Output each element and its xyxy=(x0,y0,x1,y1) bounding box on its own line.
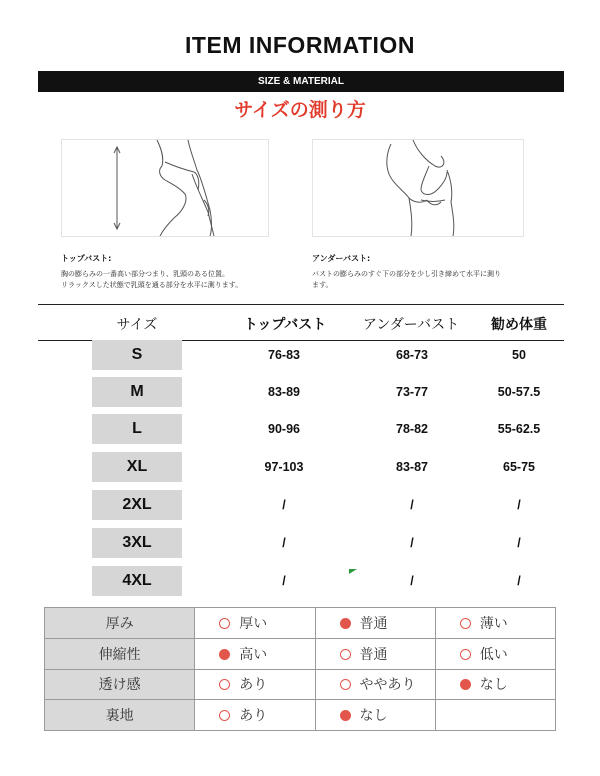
material-row-label: 伸縮性 xyxy=(45,638,195,669)
material-option-label: 厚い xyxy=(239,615,268,632)
weight-value: 65-75 xyxy=(503,460,535,474)
under-bust-caption-line1: バストの膨らみのすぐ下の部分を少し引き締めて水平に測り xyxy=(312,270,501,278)
top-bust-caption-line1: 胸の膨らみの一番高い部分つまり、乳頭のある位置。 xyxy=(61,270,229,278)
empty-circle-icon xyxy=(219,710,230,721)
material-option-label: 低い xyxy=(479,646,508,663)
top-bust-value: 76-83 xyxy=(268,348,300,362)
header-under-bust: アンダーバスト xyxy=(362,317,460,333)
under-bust-figure-icon xyxy=(313,140,523,236)
material-option-label: 普通 xyxy=(359,615,388,632)
material-option-label: ややあり xyxy=(359,677,416,694)
material-row-label: 裏地 xyxy=(45,700,195,731)
size-label: M xyxy=(92,377,182,407)
material-option-label: なし xyxy=(359,708,388,725)
top-bust-value: 90-96 xyxy=(268,422,300,436)
size-label: XL xyxy=(92,452,182,482)
material-option xyxy=(195,700,315,731)
header-weight: 勧め体重 xyxy=(491,317,547,333)
weight-value: / xyxy=(517,536,521,550)
material-row xyxy=(45,669,556,700)
material-option xyxy=(195,638,315,669)
top-bust-figure-icon xyxy=(62,140,268,236)
material-option xyxy=(435,638,555,669)
page-title: ITEM INFORMATION xyxy=(185,32,415,58)
under-bust-value: 78-82 xyxy=(396,422,428,436)
material-option-label: あり xyxy=(239,708,268,725)
size-label: 4XL xyxy=(92,566,182,596)
weight-value: 50 xyxy=(512,348,526,362)
material-option xyxy=(195,669,315,700)
material-empty-cell xyxy=(435,700,555,731)
under-bust-illustration xyxy=(312,139,524,237)
empty-circle-icon xyxy=(340,649,351,660)
weight-value: / xyxy=(517,574,521,588)
material-option xyxy=(315,638,435,669)
filled-circle-icon xyxy=(340,710,351,721)
weight-value: 50-57.5 xyxy=(497,385,541,399)
empty-circle-icon xyxy=(219,618,230,629)
weight-value: 55-62.5 xyxy=(497,422,541,436)
top-bust-caption-title: トップバスト: xyxy=(61,254,112,263)
top-bust-value: / xyxy=(282,498,286,512)
material-option xyxy=(315,669,435,700)
material-row xyxy=(45,700,556,731)
under-bust-value: / xyxy=(410,574,414,588)
empty-circle-icon xyxy=(460,649,471,660)
material-option-label: 薄い xyxy=(479,615,508,632)
top-bust-value: / xyxy=(282,574,286,588)
under-bust-value: 73-77 xyxy=(396,385,428,399)
under-bust-value: 68-73 xyxy=(396,348,428,362)
top-bust-value: 83-89 xyxy=(268,385,300,399)
size-label: 3XL xyxy=(92,528,182,558)
under-bust-caption-line2: ます。 xyxy=(312,281,333,289)
under-bust-caption-title: アンダーバスト: xyxy=(312,254,371,263)
size-label: L xyxy=(92,414,182,444)
material-row-label: 透け感 xyxy=(45,669,195,700)
material-row-label: 厚み xyxy=(45,608,195,639)
material-option-label: 普通 xyxy=(359,646,388,663)
under-bust-value: 83-87 xyxy=(396,460,428,474)
green-corner-mark xyxy=(349,569,357,574)
section-bar: SIZE & MATERIAL xyxy=(38,71,564,92)
material-option-label: なし xyxy=(479,677,508,694)
header-size: サイズ xyxy=(116,317,158,333)
weight-value: / xyxy=(517,498,521,512)
material-option xyxy=(435,669,555,700)
filled-circle-icon xyxy=(219,649,230,660)
size-label: 2XL xyxy=(92,490,182,520)
header-top-bust: トップバスト xyxy=(243,317,327,333)
size-label: S xyxy=(92,340,182,370)
material-option xyxy=(435,608,555,639)
material-table xyxy=(44,607,556,731)
material-option xyxy=(315,700,435,731)
empty-circle-icon xyxy=(219,679,230,690)
under-bust-value: / xyxy=(410,498,414,512)
material-row xyxy=(45,608,556,639)
material-option xyxy=(315,608,435,639)
empty-circle-icon xyxy=(460,618,471,629)
under-bust-value: / xyxy=(410,536,414,550)
top-bust-value: / xyxy=(282,536,286,550)
filled-circle-icon xyxy=(460,679,471,690)
top-bust-value: 97-103 xyxy=(264,460,304,474)
material-option-label: 高い xyxy=(239,646,268,663)
measure-subtitle: サイズの測り方 xyxy=(234,99,366,121)
top-bust-caption-line2: リラックスした状態で乳頭を通る部分を水平に測ります。 xyxy=(61,281,243,289)
material-option-label: あり xyxy=(239,677,268,694)
material-option xyxy=(195,608,315,639)
filled-circle-icon xyxy=(340,618,351,629)
empty-circle-icon xyxy=(340,679,351,690)
top-bust-illustration xyxy=(61,139,269,237)
material-row xyxy=(45,638,556,669)
size-table-top-rule xyxy=(38,304,564,305)
